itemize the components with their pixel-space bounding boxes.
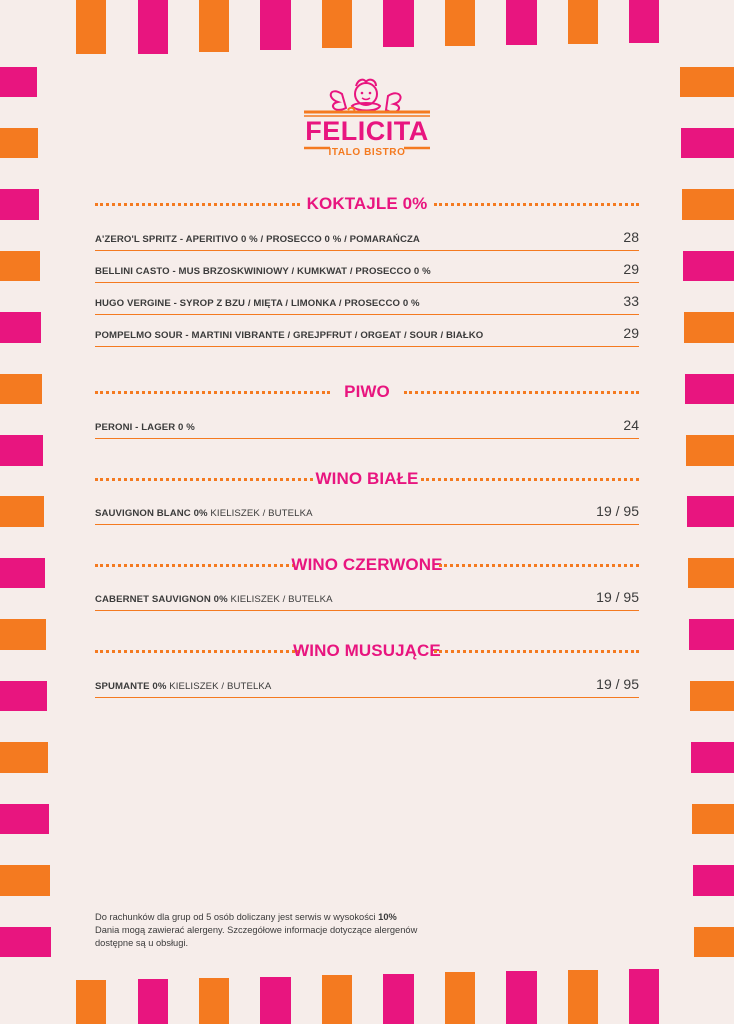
svg-text:ITALO BISTRO: ITALO BISTRO bbox=[328, 147, 406, 158]
border-stripe bbox=[0, 374, 42, 404]
border-stripe bbox=[445, 972, 475, 1024]
menu-item bbox=[95, 589, 639, 611]
cherub-logo-icon bbox=[300, 76, 434, 160]
border-stripe bbox=[689, 619, 734, 650]
border-stripe bbox=[322, 0, 352, 48]
item-name: CABERNET SAUVIGNON 0% KIELISZEK / BUTELKA bbox=[95, 594, 333, 605]
dotted-divider bbox=[421, 478, 639, 481]
border-stripe bbox=[76, 0, 106, 54]
border-stripe bbox=[683, 251, 734, 281]
border-stripe bbox=[383, 0, 414, 47]
item-price: 33 bbox=[623, 293, 639, 309]
border-stripe bbox=[568, 0, 598, 44]
border-stripe bbox=[694, 927, 734, 957]
menu-item bbox=[95, 293, 639, 315]
section-heading-wino-biale bbox=[95, 469, 639, 489]
border-stripe bbox=[687, 496, 734, 527]
item-price: 29 bbox=[623, 325, 639, 341]
border-stripe bbox=[682, 189, 734, 220]
item-price: 24 bbox=[623, 417, 639, 433]
svg-text:FELICITA: FELICITA bbox=[305, 116, 429, 146]
border-stripe bbox=[0, 312, 41, 343]
border-stripe bbox=[693, 865, 734, 896]
border-stripe bbox=[681, 128, 734, 158]
item-name: HUGO VERGINE - SYROP Z BZU / MIĘTA / LIMONKA / PROSECCO 0 % bbox=[95, 298, 420, 309]
item-name: A'ZERO'L SPRITZ - APERITIVO 0 % / PROSECCO 0 % / POMARAŃCZA bbox=[95, 234, 420, 245]
border-stripe bbox=[684, 312, 734, 343]
border-stripe bbox=[0, 496, 44, 527]
section-title: PIWO bbox=[344, 382, 390, 401]
border-stripe bbox=[0, 558, 45, 588]
dotted-divider bbox=[434, 650, 639, 653]
item-detail: KIELISZEK / BUTELKA bbox=[227, 594, 333, 605]
border-stripe bbox=[691, 742, 734, 773]
border-stripe bbox=[76, 980, 106, 1024]
border-stripe bbox=[260, 977, 291, 1024]
border-stripe bbox=[0, 189, 39, 220]
border-stripe bbox=[383, 974, 414, 1024]
section-title: WINO MUSUJĄCE bbox=[293, 641, 441, 660]
border-stripe bbox=[199, 978, 229, 1024]
dotted-divider bbox=[434, 203, 639, 206]
section-title: KOKTAJLE 0% bbox=[306, 194, 428, 213]
border-stripe bbox=[506, 971, 537, 1024]
section-heading-wino-czerwone bbox=[95, 555, 639, 575]
border-stripe bbox=[688, 558, 734, 588]
item-detail: KIELISZEK / BUTELKA bbox=[166, 681, 272, 692]
item-name: POMPELMO SOUR - MARTINI VIBRANTE / GREJPFRUT / ORGEAT / SOUR / BIAŁKO bbox=[95, 330, 484, 341]
border-stripe bbox=[199, 0, 229, 52]
border-stripe bbox=[0, 67, 37, 97]
border-stripe bbox=[260, 0, 291, 50]
border-stripe bbox=[506, 0, 537, 45]
border-stripe bbox=[692, 804, 734, 834]
menu-item bbox=[95, 325, 639, 347]
item-price: 28 bbox=[623, 229, 639, 245]
border-stripe bbox=[0, 865, 50, 896]
section-heading-piwo bbox=[95, 382, 639, 402]
border-stripe bbox=[0, 619, 46, 650]
item-price: 19 / 95 bbox=[596, 589, 639, 605]
border-stripe bbox=[686, 435, 734, 466]
menu-item bbox=[95, 417, 639, 439]
menu-item bbox=[95, 261, 639, 283]
border-stripe bbox=[0, 435, 43, 466]
menu-item bbox=[95, 503, 639, 525]
dotted-divider bbox=[404, 391, 639, 394]
allergen-note: Dania mogą zawierać alergeny. Szczegółowe informacje dotyczące alergenów bbox=[95, 925, 418, 935]
border-stripe bbox=[629, 969, 659, 1024]
border-stripe bbox=[0, 927, 51, 957]
item-name: BELLINI CASTO - MUS BRZOSKWINIOWY / KUMKWAT / PROSECCO 0 % bbox=[95, 266, 431, 277]
item-price: 29 bbox=[623, 261, 639, 277]
border-stripe bbox=[0, 681, 47, 711]
footer-notes bbox=[95, 911, 515, 950]
item-name: SAUVIGNON BLANC 0% KIELISZEK / BUTELKA bbox=[95, 508, 313, 519]
border-stripe bbox=[0, 251, 40, 281]
service-charge-note: Do rachunków dla grup od 5 osób doliczany jest serwis w wysokości 10% bbox=[95, 912, 397, 922]
border-stripe bbox=[322, 975, 352, 1024]
section-title: WINO BIAŁE bbox=[315, 469, 419, 488]
item-price: 19 / 95 bbox=[596, 676, 639, 692]
border-stripe bbox=[690, 681, 734, 711]
border-stripe bbox=[685, 374, 734, 404]
allergen-note-cont: dostępne są u obsługi. bbox=[95, 938, 189, 948]
border-stripe bbox=[629, 0, 659, 43]
border-stripe bbox=[0, 128, 38, 158]
item-name: PERONI - LAGER 0 % bbox=[95, 422, 195, 433]
menu-item bbox=[95, 229, 639, 251]
border-stripe bbox=[138, 0, 168, 54]
dotted-divider bbox=[439, 564, 639, 567]
item-name: SPUMANTE 0% KIELISZEK / BUTELKA bbox=[95, 681, 272, 692]
border-stripe bbox=[138, 979, 168, 1024]
section-heading-koktajle bbox=[95, 194, 639, 214]
border-stripe bbox=[568, 970, 598, 1024]
menu-item bbox=[95, 676, 639, 698]
section-heading-wino-musujace bbox=[95, 641, 639, 661]
border-stripe bbox=[0, 804, 49, 834]
section-title: WINO CZERWONE bbox=[291, 555, 443, 574]
border-stripe bbox=[445, 0, 475, 46]
border-stripe bbox=[680, 67, 734, 97]
item-detail: KIELISZEK / BUTELKA bbox=[207, 508, 313, 519]
brand-logo bbox=[300, 76, 434, 160]
item-price: 19 / 95 bbox=[596, 503, 639, 519]
border-stripe bbox=[0, 742, 48, 773]
service-charge-percent: 10% bbox=[378, 912, 397, 922]
